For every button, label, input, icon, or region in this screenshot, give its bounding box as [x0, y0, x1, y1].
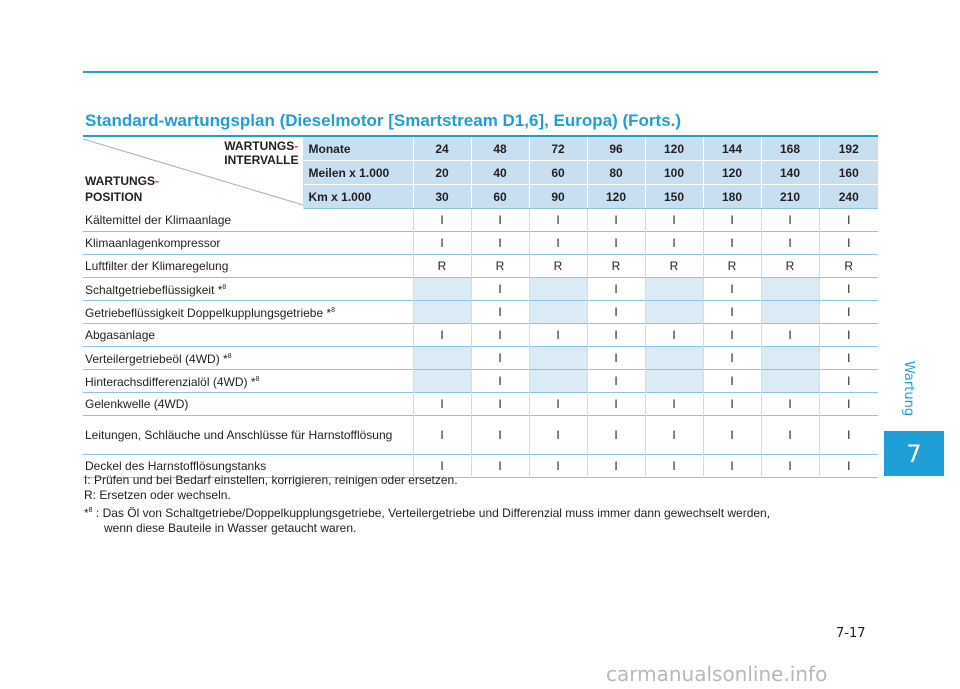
interval-cell	[645, 278, 703, 301]
interval-cell: I	[471, 455, 529, 478]
table-row	[83, 209, 878, 232]
interval-cell: I	[847, 428, 851, 442]
interval-cell: I	[847, 374, 851, 388]
interval-cell: I	[847, 328, 851, 342]
interval-cell: R	[703, 255, 761, 278]
interval-cell: I	[703, 370, 761, 393]
interval-cell: I	[761, 232, 819, 255]
interval-cell: I	[529, 393, 587, 416]
side-label-text: Wartung	[901, 360, 917, 416]
interval-cell: I	[587, 455, 645, 478]
interval-cell: I	[471, 232, 529, 255]
header-value: 120	[703, 161, 761, 185]
item-name: Klimaanlagenkompressor	[83, 232, 413, 255]
interval-cell: I	[847, 397, 851, 411]
interval-cell: I	[761, 324, 819, 347]
header-value: 100	[645, 161, 703, 185]
interval-cell: I	[471, 347, 529, 370]
interval-cell: I	[413, 393, 471, 416]
page-title: Standard-wartungsplan (Dieselmotor [Smartstream D1,6], Europa) (Forts.)	[85, 111, 682, 130]
table-row	[83, 370, 878, 393]
interval-cell: I	[529, 455, 587, 478]
header-value: 24	[413, 136, 471, 161]
interval-cell: I	[529, 209, 587, 232]
header-value: 240	[819, 185, 878, 209]
table-row	[83, 347, 878, 370]
table-body	[83, 209, 878, 478]
header-value: 120	[645, 136, 703, 161]
interval-cell: I	[587, 370, 645, 393]
interval-cell: I	[413, 455, 471, 478]
header-value: 144	[703, 136, 761, 161]
table-row	[83, 393, 878, 416]
item-name: Kältemittel der Klimaanlage	[83, 209, 413, 232]
header-value: 80	[587, 161, 645, 185]
header-value: 30	[413, 185, 471, 209]
interval-cell	[529, 278, 587, 301]
interval-cell	[761, 301, 819, 324]
header-value: 60	[529, 161, 587, 185]
interval-cell: I	[847, 213, 851, 227]
interval-cell: I	[703, 278, 761, 301]
note-footnote-8: *$^8$ : Das Öl von Schaltgetriebe/Doppelkupplungsgetriebe, Verteilergetriebe und Differenzial muss immer dann gewechselt werden,	[84, 506, 771, 520]
interval-cell: I	[645, 455, 703, 478]
interval-cell	[529, 301, 587, 324]
interval-cell: I	[471, 301, 529, 324]
item-name: Schaltgetriebeflüssigkeit *$^8$	[83, 278, 413, 301]
interval-cell: I	[645, 324, 703, 347]
interval-cell: I	[761, 393, 819, 416]
section-side-label	[894, 360, 924, 416]
interval-cell	[529, 347, 587, 370]
interval-cell: I	[471, 278, 529, 301]
header-value: 90	[529, 185, 587, 209]
interval-cell: I	[703, 301, 761, 324]
header-value: 210	[761, 185, 819, 209]
interval-cell: I	[703, 416, 761, 455]
header-value: 72	[529, 136, 587, 161]
interval-cell: I	[471, 324, 529, 347]
interval-cell: I	[847, 282, 851, 296]
interval-cell: I	[587, 301, 645, 324]
interval-cell	[761, 278, 819, 301]
interval-cell: R	[844, 259, 854, 273]
header-value: 40	[471, 161, 529, 185]
interval-cell: I	[587, 393, 645, 416]
item-name: Luftfilter der Klimaregelung	[83, 255, 413, 278]
header-value: 20	[413, 161, 471, 185]
interval-cell: I	[587, 232, 645, 255]
legend-notes	[84, 473, 884, 536]
interval-cell: I	[471, 416, 529, 455]
interval-cell: I	[529, 416, 587, 455]
note-footnote-8-cont: wenn diese Bauteile in Wasser getaucht waren.	[104, 521, 357, 535]
header-value: 48	[471, 136, 529, 161]
table-row	[83, 301, 878, 324]
table-row	[83, 278, 878, 301]
interval-cell: R	[761, 255, 819, 278]
item-name: Leitungen, Schläuche und Anschlüsse für Harnstofflösung	[83, 416, 413, 455]
interval-cell: R	[587, 255, 645, 278]
interval-cell: I	[847, 351, 851, 365]
interval-cell: I	[587, 209, 645, 232]
interval-cell	[529, 370, 587, 393]
note-replace: R: Ersetzen oder wechseln.	[84, 488, 231, 502]
interval-cell: R	[645, 255, 703, 278]
interval-cell: I	[645, 393, 703, 416]
interval-cell: I	[645, 416, 703, 455]
header-row-months	[83, 136, 878, 161]
interval-cell: I	[703, 324, 761, 347]
chapter-tab	[884, 431, 944, 476]
table-row	[83, 255, 878, 278]
note-inspect: I: Prüfen und bei Bedarf einstellen, korrigieren, reinigen oder ersetzen.	[84, 473, 458, 487]
header-label: Monate	[303, 136, 413, 161]
chapter-number: 7	[906, 439, 922, 468]
maintenance-table	[83, 135, 878, 478]
interval-cell: I	[761, 455, 819, 478]
interval-cell	[645, 370, 703, 393]
interval-cell: I	[761, 209, 819, 232]
position-label: WARTUNGS- POSITION	[85, 174, 159, 204]
interval-cell: I	[471, 209, 529, 232]
interval-cell: I	[587, 416, 645, 455]
header-value: 60	[471, 185, 529, 209]
interval-cell: I	[703, 393, 761, 416]
interval-cell: I	[471, 393, 529, 416]
interval-cell: I	[587, 278, 645, 301]
top-rule	[83, 71, 878, 73]
interval-label: WARTUNGS- INTERVALLE	[224, 139, 299, 167]
item-name: Hinterachsdifferenzialöl (4WD) *$^8$	[83, 370, 413, 393]
item-name: Verteilergetriebeöl (4WD) *$^8$	[83, 347, 413, 370]
interval-cell: R	[471, 255, 529, 278]
header-value: 168	[761, 136, 819, 161]
table-row	[83, 324, 878, 347]
interval-cell	[645, 347, 703, 370]
header-label: Km x 1.000	[303, 185, 413, 209]
interval-cell: R	[413, 255, 471, 278]
interval-cell: I	[529, 324, 587, 347]
item-name: Getriebeflüssigkeit Doppelkupplungsgetriebe *$^8$	[83, 301, 413, 324]
item-name: Abgasanlage	[83, 324, 413, 347]
interval-cell: I	[703, 455, 761, 478]
header-value: 120	[587, 185, 645, 209]
interval-cell: I	[413, 232, 471, 255]
interval-cell: I	[703, 209, 761, 232]
table-row	[83, 232, 878, 255]
interval-cell: R	[529, 255, 587, 278]
interval-cell: I	[847, 459, 851, 473]
header-value: 140	[761, 161, 819, 185]
interval-cell	[413, 370, 471, 393]
interval-cell	[413, 301, 471, 324]
interval-cell	[413, 347, 471, 370]
header-value: 96	[587, 136, 645, 161]
interval-cell: I	[847, 305, 851, 319]
interval-cell: I	[587, 347, 645, 370]
header-value: 160	[819, 161, 878, 185]
item-name: Deckel des Harnstofflösungstanks	[83, 455, 413, 478]
table-header	[83, 136, 878, 209]
interval-cell: I	[587, 324, 645, 347]
interval-cell	[761, 347, 819, 370]
interval-cell: I	[703, 232, 761, 255]
interval-cell: I	[529, 232, 587, 255]
interval-cell: I	[471, 370, 529, 393]
header-value: 150	[645, 185, 703, 209]
header-label: Meilen x 1.000	[303, 161, 413, 185]
item-name: Gelenkwelle (4WD)	[83, 393, 413, 416]
header-corner-cell	[83, 136, 303, 209]
interval-cell: I	[645, 232, 703, 255]
table-row	[83, 416, 878, 455]
interval-cell: I	[413, 416, 471, 455]
header-value: 180	[703, 185, 761, 209]
interval-cell	[645, 301, 703, 324]
interval-cell: I	[413, 324, 471, 347]
interval-cell	[761, 370, 819, 393]
watermark: carmanualsonline.info	[606, 662, 828, 686]
interval-cell: I	[645, 209, 703, 232]
interval-cell: I	[413, 209, 471, 232]
interval-cell: I	[703, 347, 761, 370]
header-value: 192	[819, 136, 878, 161]
interval-cell: I	[847, 236, 851, 250]
interval-cell	[413, 278, 471, 301]
page-number: 7-17	[836, 626, 866, 641]
interval-cell: I	[761, 416, 819, 455]
